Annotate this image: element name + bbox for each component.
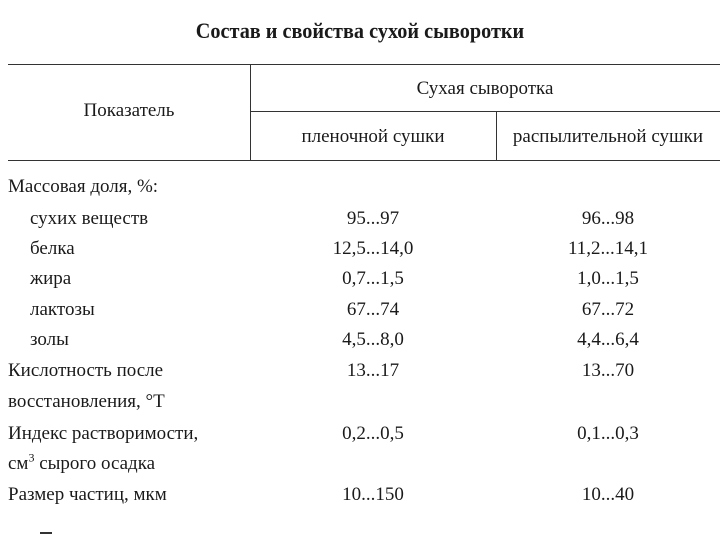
sediment-unit-exponent: 3 [28, 450, 35, 465]
cell-solubility-film: 0,2...0,5 [342, 423, 404, 444]
cell-dry-matter-film: 95...97 [346, 208, 400, 229]
row-label-sediment [8, 450, 156, 475]
cell-fat-spray: 1,0...1,5 [577, 268, 639, 289]
row-label-particle-size: Размер частиц, мкм [8, 484, 167, 505]
top-rule [8, 64, 720, 65]
cell-particle-spray: 10...40 [581, 484, 635, 505]
cell-ash-spray: 4,4...6,4 [577, 329, 639, 350]
table-title: Состав и свойства сухой сыворотки [195, 18, 525, 43]
sediment-text: сырого осадка [34, 453, 156, 474]
cell-acidity-spray: 13...70 [581, 360, 635, 381]
header-group: Сухая сыворотка [416, 78, 554, 99]
cell-acidity-film: 13...17 [346, 360, 400, 381]
row-label-lactose: лактозы [30, 299, 95, 320]
cell-protein-film: 12,5...14,0 [332, 238, 414, 259]
header-col2: распылительной сушки [512, 126, 704, 147]
row-label-reconstitution: восстановления, °Т [8, 391, 165, 412]
row-label-ash: золы [30, 329, 69, 350]
cell-particle-film: 10...150 [342, 484, 404, 505]
cell-dry-matter-spray: 96...98 [581, 208, 635, 229]
cell-protein-spray: 11,2...14,1 [567, 238, 649, 259]
header-col1: пленочной сушки [301, 126, 445, 147]
page-footer-mark [40, 532, 52, 534]
sediment-unit: см [8, 453, 29, 474]
row-label-mass-fraction: Массовая доля, %: [8, 176, 159, 197]
row-label-protein: белка [30, 238, 75, 259]
row-label-acidity: Кислотность после [8, 360, 164, 381]
group-rule [250, 111, 720, 112]
cell-solubility-spray: 0,1...0,3 [577, 423, 639, 444]
cell-lactose-spray: 67...72 [581, 299, 635, 320]
header-bottom-rule [8, 160, 720, 161]
cell-lactose-film: 67...74 [346, 299, 400, 320]
row-label-dry-matter: сухих веществ [30, 208, 149, 229]
cell-fat-film: 0,7...1,5 [342, 268, 404, 289]
row-label-fat: жира [30, 268, 72, 289]
header-indicator: Показатель [83, 100, 175, 121]
cell-ash-film: 4,5...8,0 [342, 329, 404, 350]
row-label-solubility-index: Индекс растворимости, [8, 423, 199, 444]
